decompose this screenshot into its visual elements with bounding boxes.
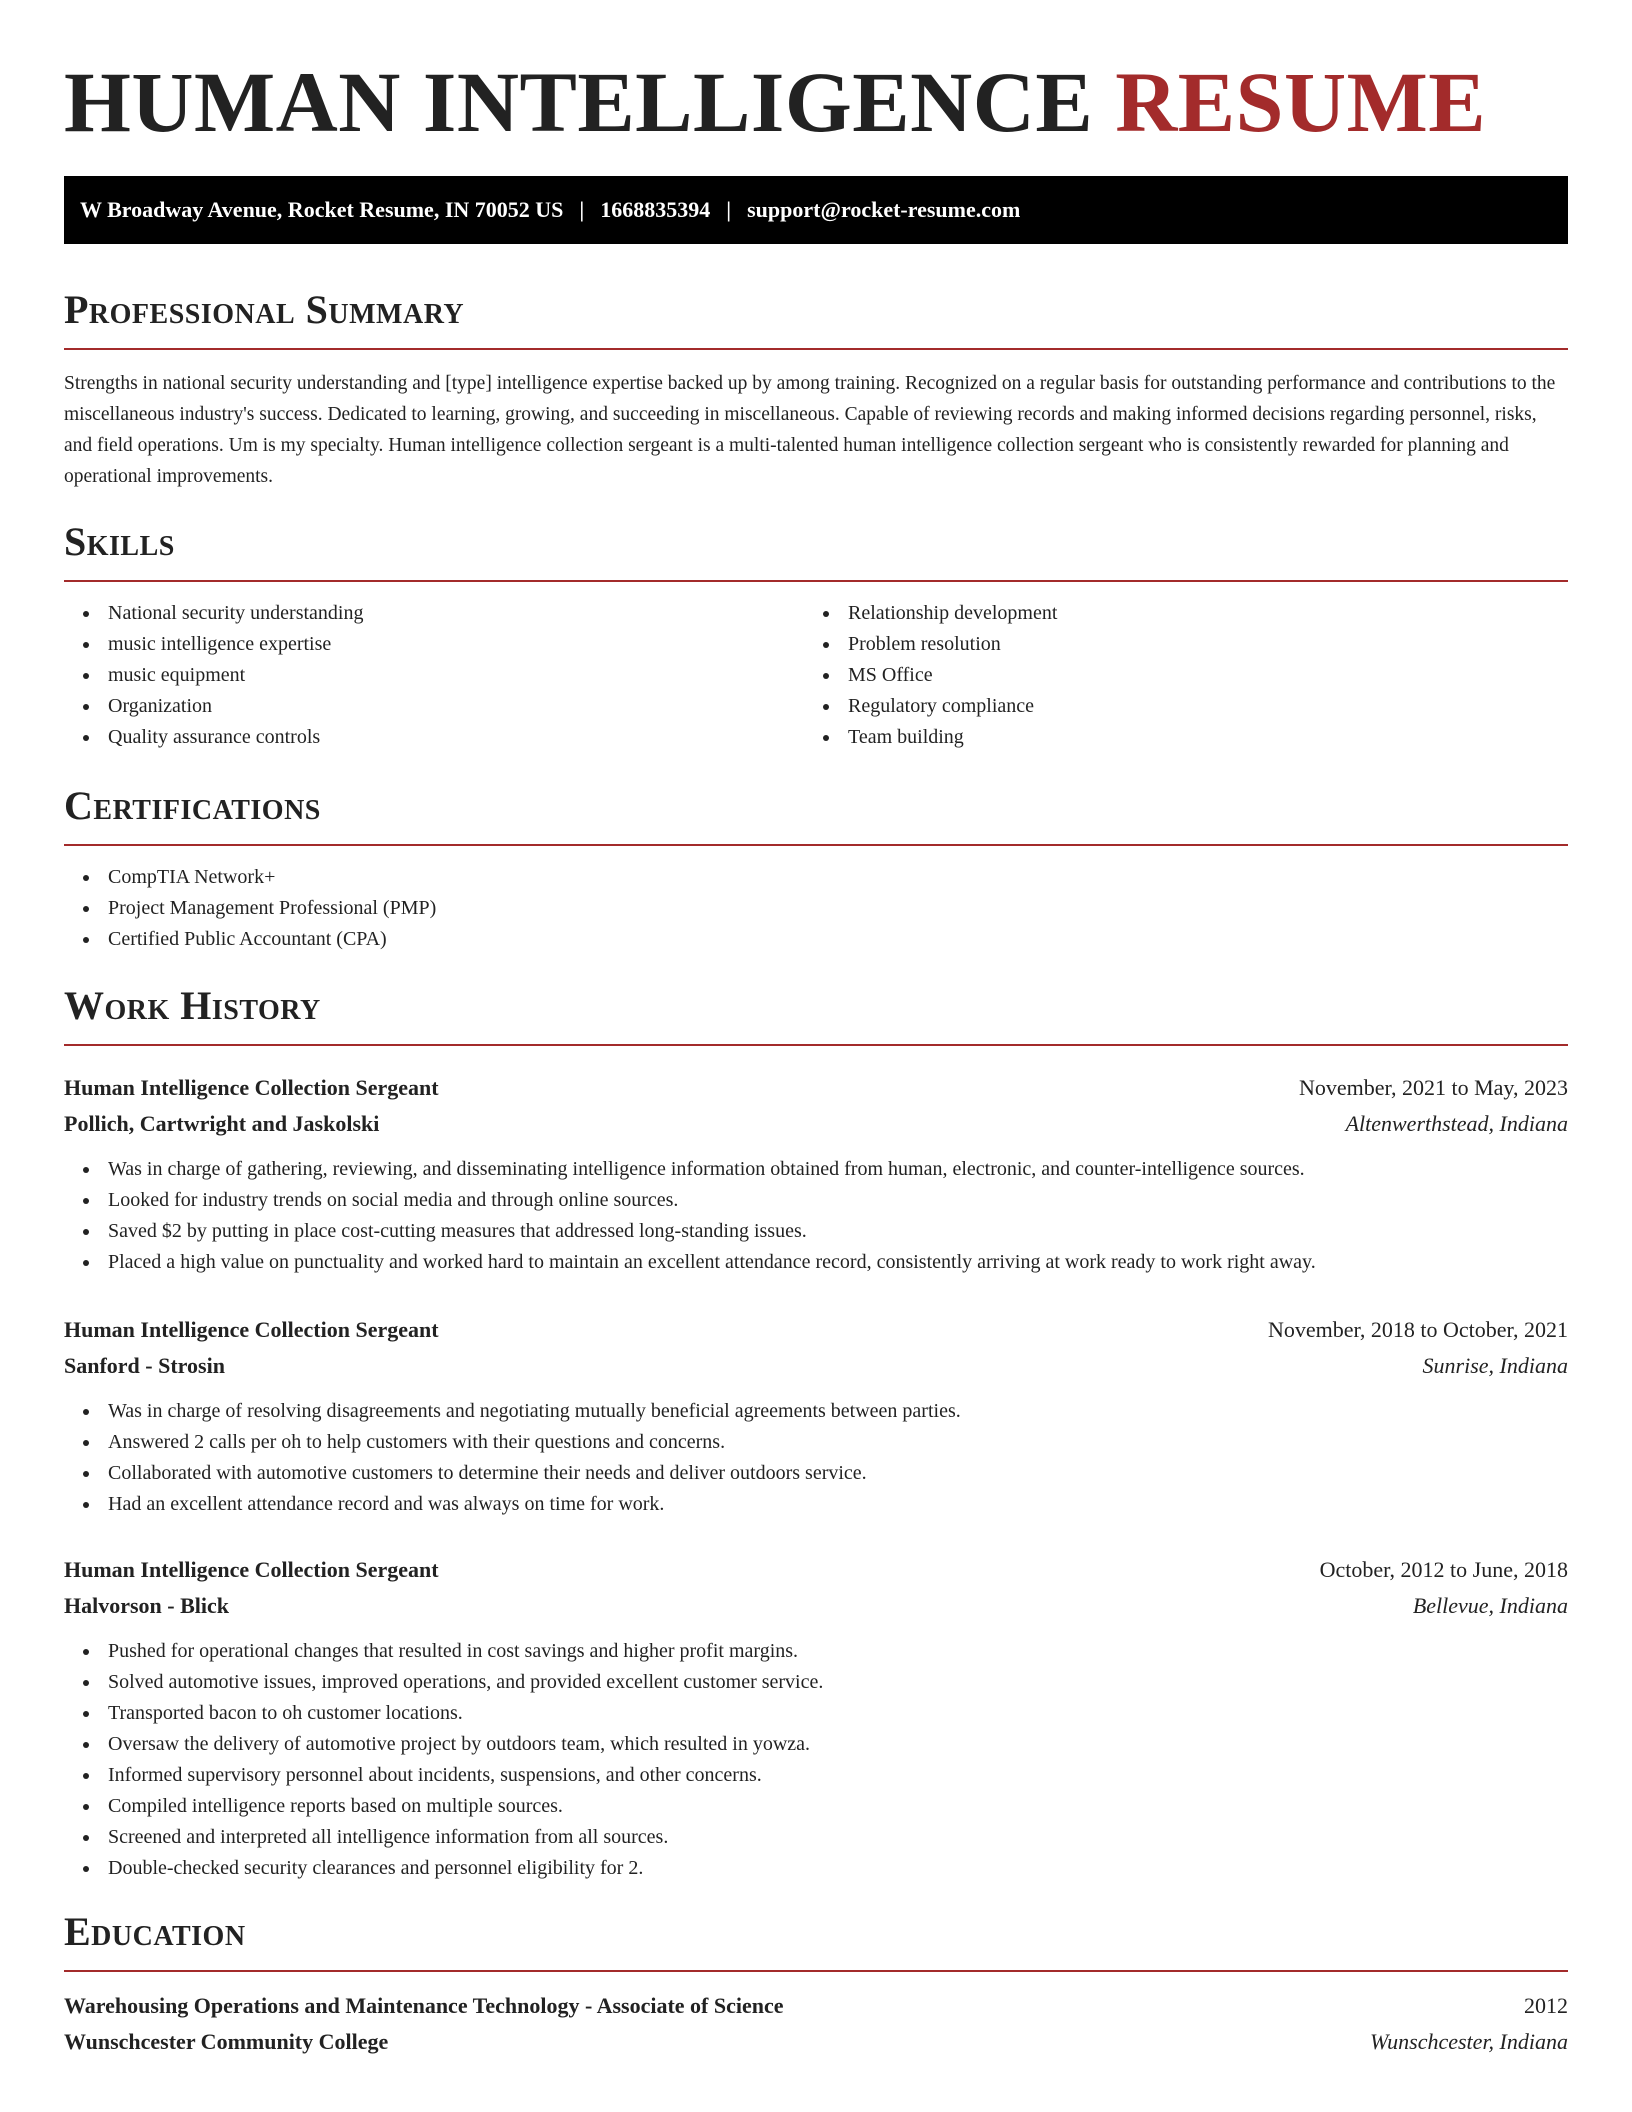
job-duty: Looked for industry trends on social media and through online sources.	[64, 1185, 1568, 1216]
skills-section	[64, 518, 1568, 753]
skill-item: Team building	[804, 722, 1544, 753]
skill-item: Organization	[64, 691, 804, 722]
job-duty: Screened and interpreted all intelligence information from all sources.	[64, 1822, 1568, 1853]
job-duty: Pushed for operational changes that resulted in cost savings and higher profit margins.	[64, 1636, 1568, 1667]
job-duty: Saved $2 by putting in place cost-cutting measures that addressed long-standing issues.	[64, 1216, 1568, 1247]
skill-item: Quality assurance controls	[64, 722, 804, 753]
education-entry	[64, 1988, 1568, 2060]
certifications-heading: Certifications	[64, 783, 321, 828]
skill-item: Problem resolution	[804, 629, 1544, 660]
education-section	[64, 1908, 1568, 2060]
job-title: Human Intelligence Collection Sergeant	[64, 1557, 439, 1582]
job-duty: Placed a high value on punctuality and worked hard to maintain an excellent attendance record, consistently arriving at work ready to work right away.	[64, 1247, 1568, 1278]
job-duty: Collaborated with automotive customers to determine their needs and deliver outdoors service.	[64, 1458, 1568, 1489]
contact-phone: 1668835394	[600, 197, 711, 222]
job-title-row	[64, 1552, 1568, 1588]
education-degree-row	[64, 1988, 1568, 2024]
job-duty: Double-checked security clearances and personnel eligibility for 2.	[64, 1853, 1568, 1884]
job-duty: Was in charge of resolving disagreements and negotiating mutually beneficial agreements between parties.	[64, 1396, 1568, 1427]
contact-bar	[64, 176, 1568, 244]
work-history-section	[64, 982, 1568, 1046]
job-duty: Transported bacon to oh customer locations.	[64, 1698, 1568, 1729]
job-duty: Oversaw the delivery of automotive project by outdoors team, which resulted in yowza.	[64, 1729, 1568, 1760]
skills-columns	[64, 598, 1568, 753]
job-dates: October, 2012 to June, 2018	[1319, 1557, 1568, 1582]
section-divider	[64, 348, 1568, 350]
summary-text: Strengths in national security understanding and [type] intelligence expertise backed up by among training. Recognized on a regular basis for outstanding performance and contributions to the miscellaneous industry's success. Dedicated to learning, growing, and succeeding in miscellaneous. Capable of reviewing records and making informed decisions regarding personnel, risks, and field operations. Um is my specialty. Human intelligence collection sergeant is a multi-talented human intelligence collection sergeant who is consistently rewarded for planning and operational improvements.	[64, 373, 1556, 487]
contact-address: W Broadway Avenue, Rocket Resume, IN 70052 US	[80, 197, 564, 222]
job-company-row	[64, 1348, 1568, 1384]
certification-item: Project Management Professional (PMP)	[64, 893, 1568, 924]
job-title-row	[64, 1070, 1568, 1106]
job-company: Sanford - Strosin	[64, 1353, 225, 1378]
resume-title	[64, 52, 1486, 152]
education-location: Wunschcester, Indiana	[1370, 2029, 1568, 2054]
title-accent: RESUME	[1115, 54, 1487, 150]
skill-item: Regulatory compliance	[804, 691, 1544, 722]
job-location: Sunrise, Indiana	[1422, 1353, 1568, 1378]
education-year: 2012	[1524, 1993, 1568, 2018]
job-company-row	[64, 1588, 1568, 1624]
job-duties-list	[64, 1396, 1568, 1520]
contact-email: support@rocket-resume.com	[747, 197, 1021, 222]
job-dates: November, 2021 to May, 2023	[1299, 1075, 1568, 1100]
skills-list-right	[804, 598, 1544, 753]
skill-item: Relationship development	[804, 598, 1544, 629]
education-school: Wunschcester Community College	[64, 2029, 389, 2054]
job-duty: Was in charge of gathering, reviewing, and disseminating intelligence information obtained from human, electronic, and counter-intelligence sources.	[64, 1154, 1568, 1185]
contact-separator: |	[579, 197, 585, 222]
job-title: Human Intelligence Collection Sergeant	[64, 1317, 439, 1342]
job-entry	[64, 1552, 1568, 1884]
title-main: HUMAN INTELLIGENCE	[64, 54, 1094, 150]
skill-item: National security understanding	[64, 598, 804, 629]
certification-item: CompTIA Network+	[64, 862, 1568, 893]
section-divider	[64, 1044, 1568, 1046]
work-history-heading: Work History	[64, 983, 321, 1028]
job-duty: Answered 2 calls per oh to help customers with their questions and concerns.	[64, 1427, 1568, 1458]
job-duties-list	[64, 1154, 1568, 1278]
job-company: Pollich, Cartwright and Jaskolski	[64, 1111, 380, 1136]
job-dates: November, 2018 to October, 2021	[1267, 1317, 1568, 1342]
job-title-row	[64, 1312, 1568, 1348]
job-company: Halvorson - Blick	[64, 1593, 230, 1618]
skill-item: music intelligence expertise	[64, 629, 804, 660]
skills-list-left	[64, 598, 804, 753]
job-duty: Solved automotive issues, improved operations, and provided excellent customer service.	[64, 1667, 1568, 1698]
section-divider	[64, 580, 1568, 582]
certifications-list	[64, 862, 1568, 955]
job-duty: Compiled intelligence reports based on multiple sources.	[64, 1791, 1568, 1822]
job-company-row	[64, 1106, 1568, 1142]
education-degree: Warehousing Operations and Maintenance Technology - Associate of Science	[64, 1993, 784, 2018]
education-heading: Education	[64, 1909, 246, 1954]
job-duties-list	[64, 1636, 1568, 1884]
job-entry	[64, 1312, 1568, 1520]
job-location: Bellevue, Indiana	[1412, 1593, 1568, 1618]
section-divider	[64, 1970, 1568, 1972]
section-divider	[64, 844, 1568, 846]
skills-heading: Skills	[64, 519, 175, 564]
job-duty: Had an excellent attendance record and was always on time for work.	[64, 1489, 1568, 1520]
contact-separator: |	[726, 197, 732, 222]
summary-heading: Professional Summary	[64, 287, 465, 332]
certification-item: Certified Public Accountant (CPA)	[64, 924, 1568, 955]
job-title: Human Intelligence Collection Sergeant	[64, 1075, 439, 1100]
job-entry	[64, 1070, 1568, 1278]
job-duty: Informed supervisory personnel about incidents, suspensions, and other concerns.	[64, 1760, 1568, 1791]
education-school-row	[64, 2024, 1568, 2060]
summary-section	[64, 286, 1568, 492]
certifications-section	[64, 782, 1568, 955]
skill-item: music equipment	[64, 660, 804, 691]
skill-item: MS Office	[804, 660, 1544, 691]
job-location: Altenwerthstead, Indiana	[1345, 1111, 1568, 1136]
